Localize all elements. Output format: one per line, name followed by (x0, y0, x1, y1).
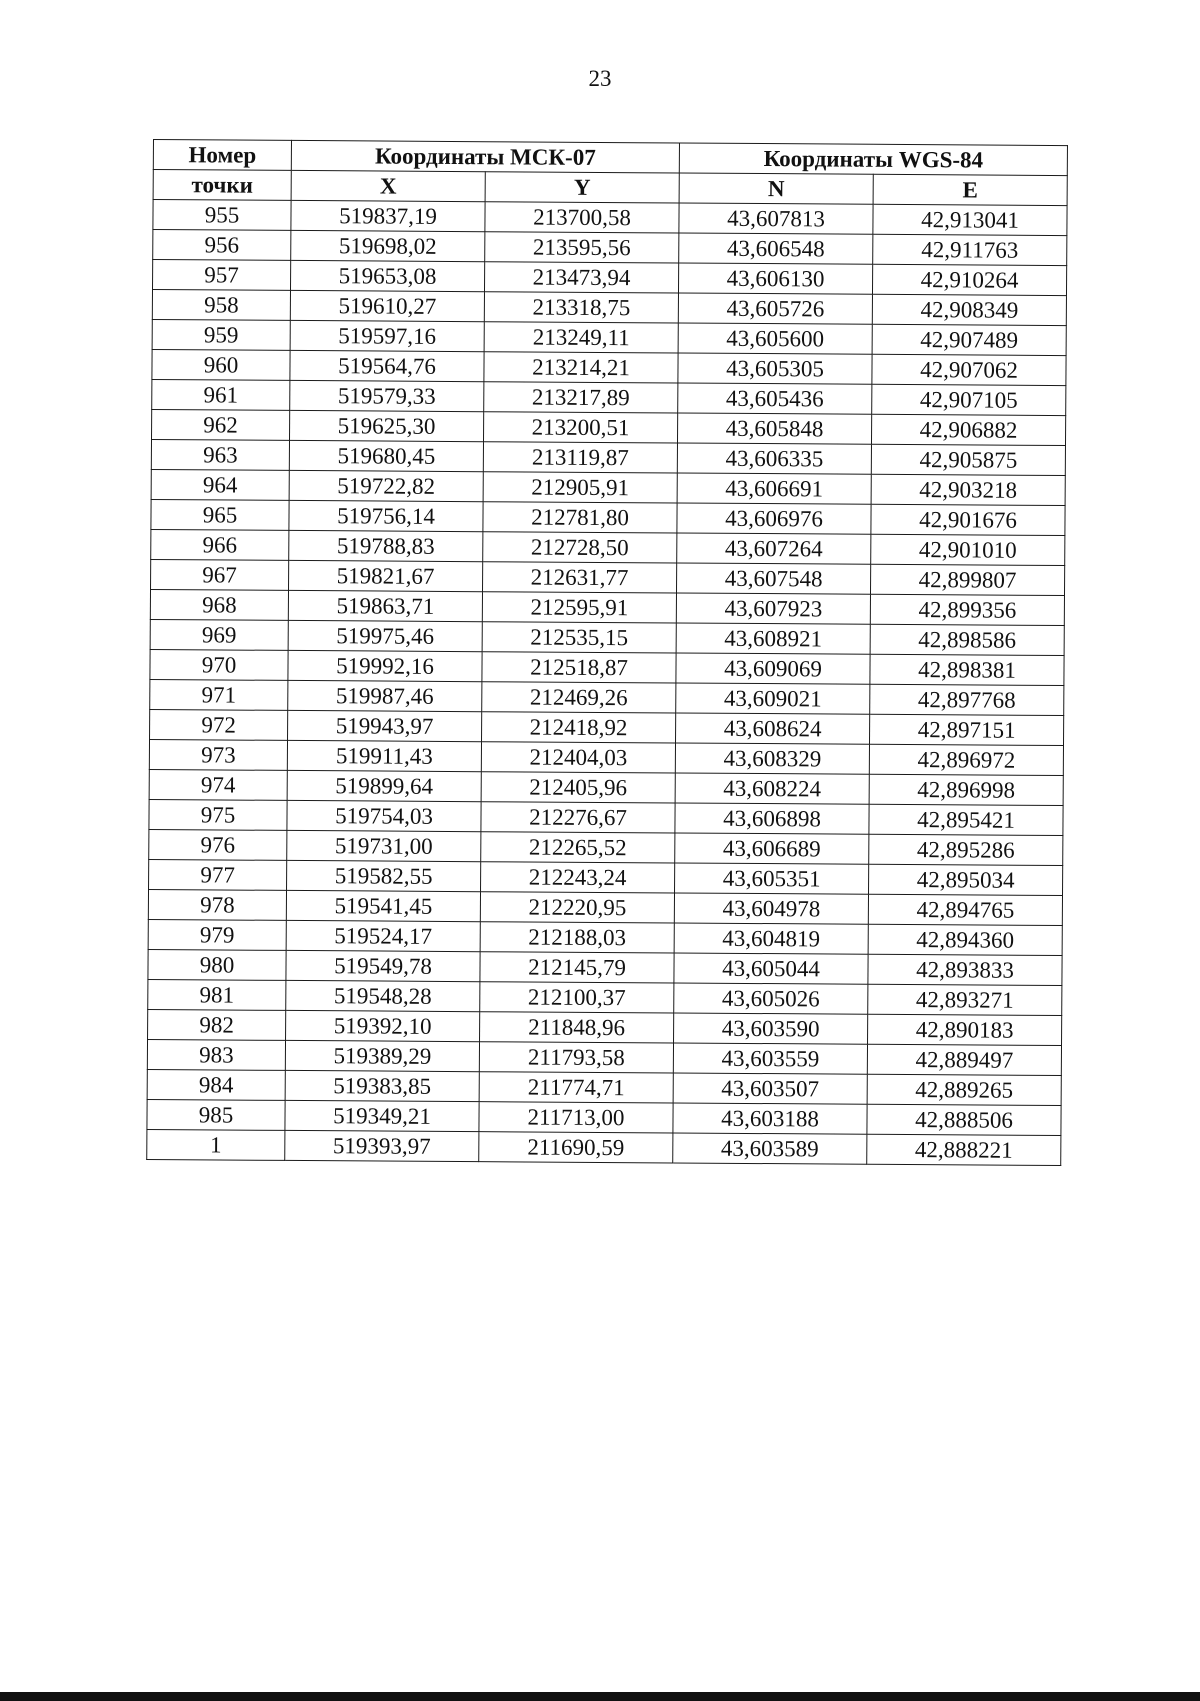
cell-x: 519392,10 (286, 1010, 480, 1041)
header-point-number-line1: Номер (153, 140, 291, 171)
cell-y: 211848,96 (480, 1012, 674, 1043)
cell-x: 519943,97 (288, 710, 482, 741)
cell-e: 42,897151 (870, 714, 1064, 745)
cell-y: 211713,00 (479, 1102, 673, 1133)
cell-n: 43,606548 (679, 233, 873, 264)
cell-e: 42,890183 (868, 1014, 1062, 1045)
cell-x: 519987,46 (288, 680, 482, 711)
cell-e: 42,898586 (870, 624, 1064, 655)
cell-x: 519389,29 (285, 1040, 479, 1071)
cell-y: 213318,75 (484, 292, 678, 323)
cell-point-number: 963 (151, 439, 289, 470)
cell-n: 43,605026 (674, 983, 868, 1014)
cell-y: 212404,03 (481, 742, 675, 773)
page-number: 23 (588, 66, 612, 91)
cell-point-number: 984 (147, 1069, 285, 1100)
cell-e: 42,894360 (868, 924, 1062, 955)
cell-y: 212418,92 (482, 712, 676, 743)
cell-point-number: 982 (148, 1009, 286, 1040)
cell-n: 43,603589 (673, 1133, 867, 1164)
cell-e: 42,905875 (871, 444, 1065, 475)
cell-e: 42,889265 (867, 1074, 1061, 1105)
cell-point-number: 956 (153, 230, 291, 261)
cell-n: 43,605600 (678, 323, 872, 354)
cell-point-number: 966 (151, 529, 289, 560)
cell-n: 43,603188 (673, 1103, 867, 1134)
cell-y: 212728,50 (483, 532, 677, 563)
cell-x: 519754,03 (287, 800, 481, 831)
cell-point-number: 965 (151, 499, 289, 530)
cell-n: 43,607548 (677, 563, 871, 594)
cell-y: 212405,96 (481, 772, 675, 803)
cell-e: 42,897768 (870, 684, 1064, 715)
cell-point-number: 964 (151, 469, 289, 500)
cell-x: 519975,46 (288, 620, 482, 651)
cell-y: 212535,15 (482, 622, 676, 653)
cell-n: 43,606130 (679, 263, 873, 294)
cell-e: 42,907105 (872, 384, 1066, 415)
cell-n: 43,608329 (675, 743, 869, 774)
cell-y: 213595,56 (485, 232, 679, 263)
header-x: X (291, 170, 485, 201)
cell-x: 519680,45 (289, 440, 483, 471)
cell-y: 213700,58 (485, 202, 679, 233)
cell-x: 519383,85 (285, 1070, 479, 1101)
cell-point-number: 985 (147, 1099, 285, 1130)
cell-point-number: 973 (149, 739, 287, 770)
cell-y: 212145,79 (480, 952, 674, 983)
cell-n: 43,605351 (675, 863, 869, 894)
cell-e: 42,901676 (871, 504, 1065, 535)
cell-y: 212265,52 (481, 832, 675, 863)
cell-n: 43,605305 (678, 353, 872, 384)
cell-x: 519653,08 (290, 260, 484, 291)
cell-e: 42,913041 (873, 204, 1067, 235)
cell-y: 212243,24 (481, 862, 675, 893)
cell-n: 43,604819 (674, 923, 868, 954)
cell-x: 519548,28 (286, 980, 480, 1011)
cell-e: 42,895421 (869, 804, 1063, 835)
cell-x: 519549,78 (286, 950, 480, 981)
cell-n: 43,605436 (678, 383, 872, 414)
cell-e: 42,910264 (873, 264, 1067, 295)
cell-point-number: 980 (148, 949, 286, 980)
cell-e: 42,893271 (868, 984, 1062, 1015)
header-y: Y (485, 172, 679, 203)
cell-y: 212518,87 (482, 652, 676, 683)
cell-n: 43,607813 (679, 203, 873, 234)
cell-n: 43,603559 (673, 1043, 867, 1074)
cell-y: 213249,11 (484, 322, 678, 353)
cell-e: 42,911763 (873, 234, 1067, 265)
cell-x: 519579,33 (290, 380, 484, 411)
cell-n: 43,608921 (676, 623, 870, 654)
cell-n: 43,603507 (673, 1073, 867, 1104)
cell-e: 42,906882 (872, 414, 1066, 445)
cell-e: 42,888506 (867, 1104, 1061, 1135)
table-header (153, 140, 1067, 206)
cell-y: 213119,87 (483, 442, 677, 473)
cell-y: 211793,58 (479, 1042, 673, 1073)
cell-e: 42,889497 (867, 1044, 1061, 1075)
coordinates-table (146, 139, 1068, 1166)
cell-n: 43,609069 (676, 653, 870, 684)
cell-x: 519863,71 (288, 590, 482, 621)
cell-point-number: 972 (150, 709, 288, 740)
table-body (147, 200, 1067, 1166)
header-msk07-group: Координаты МСК-07 (291, 140, 679, 173)
cell-y: 211690,59 (479, 1132, 673, 1163)
cell-point-number: 974 (149, 769, 287, 800)
cell-x: 519911,43 (287, 740, 481, 771)
header-wgs84-group: Координаты WGS-84 (679, 143, 1067, 176)
cell-e: 42,895286 (869, 834, 1063, 865)
cell-e: 42,888221 (867, 1134, 1061, 1165)
cell-y: 212905,91 (483, 472, 677, 503)
cell-n: 43,608224 (675, 773, 869, 804)
cell-n: 43,606335 (677, 443, 871, 474)
cell-point-number: 971 (150, 679, 288, 710)
cell-x: 519610,27 (290, 290, 484, 321)
cell-point-number: 976 (149, 829, 287, 860)
cell-n: 43,607923 (676, 593, 870, 624)
cell-x: 519625,30 (290, 410, 484, 441)
cell-point-number: 969 (150, 619, 288, 650)
header-e: E (873, 174, 1067, 205)
cell-e: 42,907062 (872, 354, 1066, 385)
cell-n: 43,608624 (676, 713, 870, 744)
cell-e: 42,908349 (872, 294, 1066, 325)
cell-point-number: 977 (149, 859, 287, 890)
cell-point-number: 961 (152, 379, 290, 410)
cell-point-number: 957 (153, 260, 291, 291)
cell-y: 212469,26 (482, 682, 676, 713)
cell-y: 211774,71 (479, 1072, 673, 1103)
cell-e: 42,903218 (871, 474, 1065, 505)
cell-n: 43,605726 (678, 293, 872, 324)
cell-point-number: 981 (148, 979, 286, 1010)
cell-point-number: 955 (153, 200, 291, 231)
cell-e: 42,895034 (869, 864, 1063, 895)
cell-n: 43,606691 (677, 473, 871, 504)
table-row (147, 1129, 1061, 1165)
cell-x: 519731,00 (287, 830, 481, 861)
cell-y: 213217,89 (484, 382, 678, 413)
cell-n: 43,607264 (677, 533, 871, 564)
cell-e: 42,898381 (870, 654, 1064, 685)
header-point-number-line2: точки (153, 170, 291, 201)
cell-x: 519698,02 (291, 230, 485, 261)
cell-y: 212595,91 (482, 592, 676, 623)
cell-x: 519524,17 (286, 920, 480, 951)
cell-y: 213473,94 (484, 262, 678, 293)
cell-point-number: 1 (147, 1129, 285, 1160)
cell-n: 43,604978 (674, 893, 868, 924)
cell-n: 43,609021 (676, 683, 870, 714)
cell-n: 43,606976 (677, 503, 871, 534)
cell-e: 42,901010 (871, 534, 1065, 565)
cell-x: 519564,76 (290, 350, 484, 381)
cell-y: 212188,03 (480, 922, 674, 953)
cell-n: 43,606689 (675, 833, 869, 864)
cell-point-number: 962 (152, 409, 290, 440)
cell-point-number: 979 (148, 919, 286, 950)
cell-x: 519837,19 (291, 200, 485, 231)
cell-x: 519582,55 (287, 860, 481, 891)
cell-y: 213200,51 (483, 412, 677, 443)
cell-y: 212220,95 (480, 892, 674, 923)
cell-e: 42,896998 (869, 774, 1063, 805)
cell-y: 212781,80 (483, 502, 677, 533)
cell-e: 42,899807 (871, 564, 1065, 595)
cell-x: 519349,21 (285, 1100, 479, 1131)
cell-e: 42,893833 (868, 954, 1062, 985)
cell-x: 519992,16 (288, 650, 482, 681)
cell-n: 43,603590 (674, 1013, 868, 1044)
cell-point-number: 960 (152, 349, 290, 380)
cell-n: 43,606898 (675, 803, 869, 834)
cell-point-number: 968 (150, 589, 288, 620)
cell-e: 42,899356 (870, 594, 1064, 625)
cell-x: 519821,67 (289, 560, 483, 591)
cell-x: 519899,64 (287, 770, 481, 801)
cell-x: 519541,45 (286, 890, 480, 921)
cell-e: 42,896972 (869, 744, 1063, 775)
cell-x: 519597,16 (290, 320, 484, 351)
cell-point-number: 970 (150, 649, 288, 680)
cell-point-number: 959 (152, 319, 290, 350)
header-n: N (679, 173, 873, 204)
cell-e: 42,894765 (868, 894, 1062, 925)
scan-edge-bar (0, 1692, 1200, 1701)
cell-x: 519393,97 (285, 1130, 479, 1161)
cell-y: 213214,21 (484, 352, 678, 383)
cell-point-number: 975 (149, 799, 287, 830)
cell-point-number: 983 (147, 1039, 285, 1070)
cell-point-number: 967 (151, 559, 289, 590)
cell-x: 519722,82 (289, 470, 483, 501)
cell-x: 519756,14 (289, 500, 483, 531)
cell-point-number: 958 (152, 290, 290, 321)
cell-y: 212100,37 (480, 982, 674, 1013)
cell-y: 212276,67 (481, 802, 675, 833)
cell-y: 212631,77 (483, 562, 677, 593)
cell-e: 42,907489 (872, 324, 1066, 355)
cell-point-number: 978 (148, 889, 286, 920)
cell-n: 43,605044 (674, 953, 868, 984)
cell-x: 519788,83 (289, 530, 483, 561)
cell-n: 43,605848 (678, 413, 872, 444)
